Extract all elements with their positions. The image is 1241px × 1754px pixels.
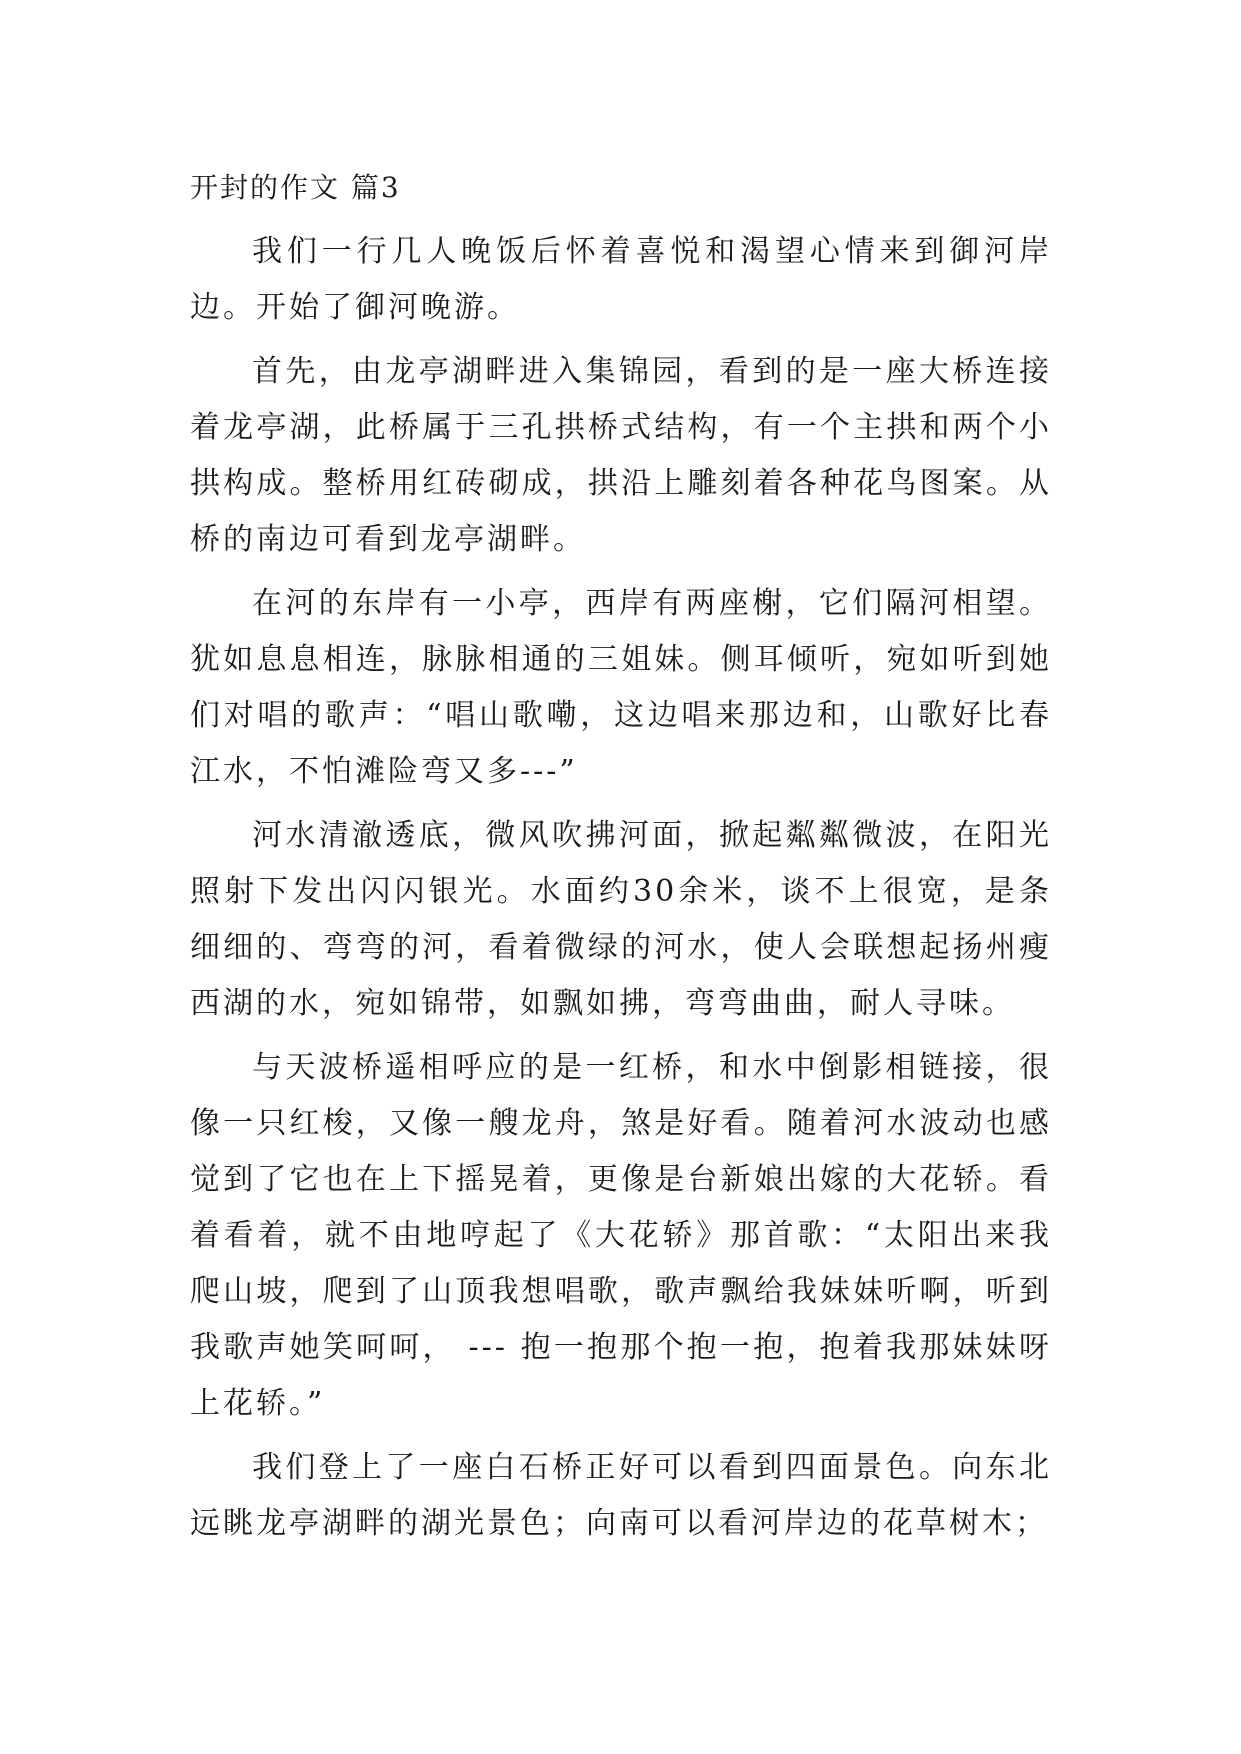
- paragraph: 河水清澈透底，微风吹拂河面，掀起粼粼微波，在阳光照射下发出闪闪银光。水面约30余米，谈不上很宽，是条细细的、弯弯的河，看着微绿的河水，使人会联想起扬州瘦西湖的水，宛如锦带，如飘如拂，弯弯曲曲，耐人寻味。: [190, 818, 1052, 1021]
- paragraph: 首先，由龙亭湖畔进入集锦园，看到的是一座大桥连接着龙亭湖，此桥属于三孔拱桥式结构，有一个主拱和两个小拱构成。整桥用红砖砌成，拱沿上雕刻着各种花鸟图案。从桥的南边可看到龙亭湖畔。: [190, 354, 1052, 557]
- paragraph: 在河的东岸有一小亭，西岸有两座榭，它们隔河相望。犹如息息相连，脉脉相通的三姐妹。侧耳倾听，宛如听到她们对唱的歌声：“唱山歌嘞，这边唱来那边和，山歌好比春江水，不怕滩险弯又多---”: [190, 586, 1052, 789]
- document-body: [190, 224, 1052, 1560]
- paragraph: 与天波桥遥相呼应的是一红桥，和水中倒影相链接，很像一只红梭，又像一艘龙舟，煞是好看。随着河水波动也感觉到了它也在上下摇晃着，更像是台新娘出嫁的大花轿。看着看着，就不由地哼起了《大花轿》那首歌：“太阳出来我爬山坡，爬到了山顶我想唱歌，歌声飘给我妹妹听啊，听到我歌声她笑呵呵， --- 抱一抱那个抱一抱，抱着我那妹妹呀上花轿。”: [190, 1050, 1052, 1421]
- document-heading: 开封的作文 篇3: [190, 171, 401, 204]
- paragraph: 我们登上了一座白石桥正好可以看到四面景色。向东北远眺龙亭湖畔的湖光景色；向南可以看河岸边的花草树木；: [190, 1450, 1052, 1541]
- paragraph: 我们一行几人晚饭后怀着喜悦和渴望心情来到御河岸边。开始了御河晚游。: [190, 234, 1052, 325]
